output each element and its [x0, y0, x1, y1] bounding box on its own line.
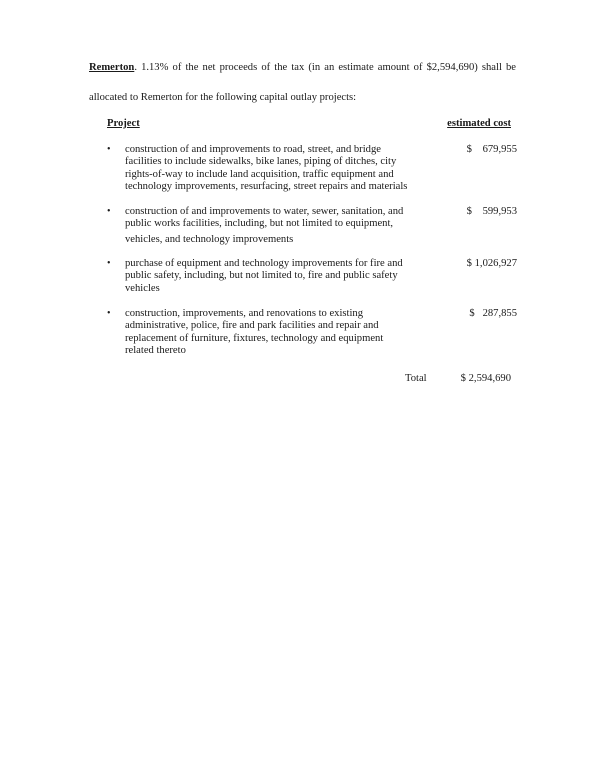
column-header-estimated-cost: estimated cost — [447, 118, 511, 129]
intro-paragraph-line-1 — [89, 62, 516, 73]
project-cost: $ 287,855 — [469, 308, 517, 319]
description-line: rights-of-way to include land acquisition, traffic equipment and — [125, 168, 394, 180]
bullet-icon: • — [107, 206, 111, 217]
total-label: Total — [405, 373, 427, 384]
bullet-icon: • — [107, 144, 111, 155]
project-description — [125, 258, 415, 295]
project-cost: $ 679,955 — [466, 144, 517, 155]
description-line: construction, improvements, and renovations to existing — [125, 308, 364, 319]
project-cost: $ 1,026,927 — [466, 258, 517, 269]
column-header-project: Project — [107, 118, 140, 129]
description-line: construction of and improvements to water, sewer, sanitation, and — [125, 206, 404, 217]
description-line: related thereto — [125, 345, 186, 357]
project-description — [125, 206, 415, 246]
description-line: administrative, police, fire and park facilities and repair and — [125, 320, 379, 332]
description-line: purchase of equipment and technology improvements for fire and — [125, 258, 403, 269]
description-line: facilities to include sidewalks, bike lanes, piping of ditches, city — [125, 156, 397, 168]
description-line: replacement of furniture, fixtures, technology and equipment — [125, 332, 384, 344]
description-line: vehicles — [125, 282, 160, 294]
project-description — [125, 308, 415, 358]
description-line: construction of and improvements to road, street, and bridge — [125, 144, 381, 155]
project-cost: $ 599,953 — [466, 206, 517, 217]
total-value: $ 2,594,690 — [460, 373, 511, 384]
description-line: public works facilities, including, but not limited to equipment, — [125, 218, 394, 230]
bullet-icon: • — [107, 308, 111, 319]
bullet-icon: • — [107, 258, 111, 269]
description-line: public safety, including, but not limited to, fire and public safety — [125, 270, 398, 282]
description-line: vehicles, and technology improvements — [125, 233, 294, 245]
municipality-name: Remerton — [89, 62, 135, 73]
intro-text-1: . 1.13% of the net proceeds of the tax (in an estimate amount of $2,594,690) shall be — [134, 62, 516, 73]
intro-paragraph-line-2: allocated to Remerton for the following capital outlay projects: — [89, 92, 357, 103]
description-line: technology improvements, resurfacing, street repairs and materials — [125, 181, 408, 193]
project-description — [125, 144, 415, 194]
